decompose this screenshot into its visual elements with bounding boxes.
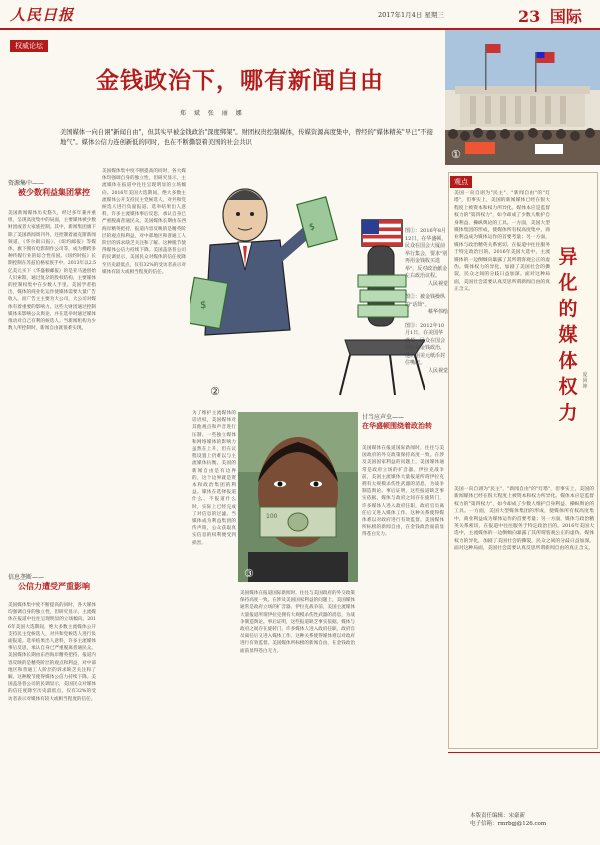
opinion-label bbox=[450, 176, 472, 188]
svg-text:②: ② bbox=[210, 385, 220, 398]
caption-2: 图②：被金钱操纵的"话筒"。 bbox=[405, 294, 446, 308]
opinion-label-text: 观点 bbox=[454, 178, 468, 186]
column-5-text: 美国媒体在报道国际新闻时，往往与美国政府的外交政策保持高度一致。在涉及美国国家利益的问题上，美国媒体通常是政府立场的扩音器。伊拉克战争前，美国主流媒体大量报道所谓伊拉克拥有大规模杀伤性武器的消息，为战争制造舆论。事后证明，这些报道缺乏事实依据。媒体与政府之间存在旋转门，许多媒体人进入政府任职，政府官员离任后又进入媒体工作。这种关系使得媒体难以对政府进行有效监督。美国媒体所标榜的新闻自由，在金钱政治面前显得苍白无力。 bbox=[362, 446, 444, 538]
opinion-title: 异化的媒体权力 bbox=[558, 246, 578, 424]
section2-label: 信息垄断—— bbox=[8, 574, 45, 581]
section1-heading bbox=[8, 178, 96, 198]
kicker-text: 权威论坛 bbox=[15, 42, 43, 50]
opinion-author: 庞 回 坤 bbox=[582, 372, 588, 390]
photo-captions bbox=[405, 228, 448, 375]
footer-editor: 本版责任编辑：宋豪新 bbox=[470, 813, 526, 819]
page-number-value: 23 bbox=[518, 7, 541, 26]
page-footer bbox=[470, 812, 546, 828]
column-1-text: 美国新闻媒体历史悠久，经过多年兼并重组，呈现高度集中的局面，主要媒体被少数财团或者大家族控制。其中，新闻集团旗下除了美国新闻周刊外，还控制着福克斯新闻频道、《华尔街日报》、《纽约邮报》等媒体，旗下拥有电影制作公司等，成为横跨多种传媒行业的综合性帝国。《纽约时报》长期控制在苏兹伯格家族手中。2013年以2.5亿美元买下《华盛顿邮报》的是亚马逊创始人贝索斯。通过复杂的股权结构，主要媒体的控制权集中在少数人手里。美国学者指出，媒体的商业化运作使媒体需要大量广告收入，而广告主主要为大公司，大公司对媒体有着重要的影响力。这些大财团通过控制媒体来影响公众舆论，并在选举时通过媒体推动对自己有利的候选人。当新闻机构为少数人所控制时，新闻自由就很难实现。 bbox=[8, 211, 96, 332]
column-1-lower-text: 美国媒体集中度不断提高的同时，各大媒体均强调自身的独立性，但研究显示，主流媒体在报道中往往呈现明显的立场倾向。2016年美国大选期间，绝大多数主流媒体公开支持民主党候选人，对共和党候选人进行负面报道。选举结果出人意料，许多主流媒体事后反思，承认自身已严重脱离普通民众。美国媒体长期由东西海岸精英把持，报道内容反映的是精英阶层的观点和利益，对中部地区和普通工人阶层的诉求缺乏关注和了解。这种脱节使得媒体公信力持续下降。美国盖洛普公司的民调显示，美国民众对媒体的信任度降至历史最低点，仅有32%的受访者表示对媒体有较大或相当程度的信任。 bbox=[8, 603, 96, 702]
column-3-text: 为了维护主流媒体的话语权，美国媒体对其他观点和声音进行压制。一些独立媒体和网络媒体的影响力虽然在上升，但在议程设置上仍难以与主流媒体抗衡。美国的新闻自由是有边界的，这个边界就是资本和政治集团的利益。媒体在选择报道什么、不报道什么时，实际上已经完成了对信息的过滤。当媒体成为利益集团的传声筒，公众获取真实信息的权利便受到损害。 bbox=[192, 411, 236, 546]
article-summary: 美国媒体一向自诩"新闻自由"，但其实早被金钱政治"深度绑架"。财团权贵控制媒体，传媒资源高度集中，曾经的"媒体精英"早已"不接地气"。媒体公信力连创新低的同时，也在不断撕裂着美国的社会共识 bbox=[60, 129, 433, 146]
caption-3: 图③：2012年10月1日，在美国华盛顿，民众在国会前抗议金钱政治，他们用美元纸币封住嘴巴。 bbox=[405, 322, 446, 366]
page-number bbox=[518, 4, 582, 27]
section3-subhead: 在华盛顿围绕着政治转 bbox=[362, 421, 432, 430]
kicker-label bbox=[10, 40, 48, 52]
capitol-protest-photo bbox=[445, 30, 600, 165]
money-microphone-cartoon bbox=[190, 170, 425, 405]
svg-text:$: $ bbox=[200, 300, 207, 311]
footer-rule bbox=[448, 752, 600, 753]
masthead bbox=[0, 0, 600, 30]
section1-label: 资源集中—— bbox=[8, 180, 45, 187]
caption-2-credit: 蔡华伟绘 bbox=[427, 309, 448, 315]
headline: 金钱政治下，哪有新闻自由 bbox=[96, 67, 384, 94]
section1-subhead: 被少数利益集团掌控 bbox=[18, 187, 90, 197]
caption-1: 图①：2016年8月12日，在华盛顿，民众在国会大厦前举行集会，要求"别再用金钱收买选举"，反对政治献金左右政治议程。 bbox=[405, 228, 448, 279]
section3-heading bbox=[362, 412, 444, 431]
caption-1-credit: 人民视觉 bbox=[427, 280, 448, 287]
column-2-text: 美国媒体集中度不断提高的同时，各大媒体均强调自身的独立性，但研究显示，主流媒体在报道中往往呈现明显的立场倾向。2016年美国大选期间，绝大多数主流媒体公开支持民主党候选人，对共和党候选人进行负面报道。选举结果出人意料，许多主流媒体事后反思，承认自身已严重脱离普通民众。美国媒体长期由东西海岸精英把持，报道内容反映的是精英阶层的观点和利益，对中部地区和普通工人阶层的诉求缺乏关注和了解。这种脱节使得媒体公信力持续下降。美国盖洛普公司的民调显示，美国民众对媒体的信任度降至历史最低点，仅有32%的受访者表示对媒体有较大或相当程度的信任。 bbox=[102, 169, 186, 275]
protester-photo bbox=[238, 412, 358, 582]
svg-text:$: $ bbox=[308, 221, 317, 234]
svg-text:①: ① bbox=[451, 148, 461, 161]
section3-label: 甘当应声虫—— bbox=[362, 414, 405, 421]
footer-email: 电子信箱：rmrbgj@126.com bbox=[470, 821, 547, 827]
opinion-text-lower: 美国一向自诩为"民主"、"新闻自由"的"灯塔"，但事实上，美国的新闻媒体已经在很大程度上被资本和权力所异化。媒体本应是监督权力的"第四权力"，如今却成了少数人维护自身利益、操纵舆论的工具。一方面，美国大型媒体集团的形成，使媒体所有权高度集中，商业利益成为媒体运作的首要考量；另一方面，媒体与政治精英关系密切，在报道中往往服务于特定政治目的。2016年美国大选中，主流媒体的一边倒倾向暴露了其所谓客观公正的虚伪。媒体权力的异化，加剧了美国社会的撕裂，民众之间的分歧日益加深。面对这种局面，美国社会需要认真反思所谓新闻自由的真正含义。 bbox=[454, 487, 594, 552]
byline: 郑 斌 张 丽 娜 bbox=[180, 110, 245, 117]
svg-text:③: ③ bbox=[244, 567, 254, 580]
section2-subhead: 公信力遭受严重影响 bbox=[18, 581, 90, 591]
column-4-text: 美国媒体在报道国际新闻时，往往与美国政府的外交政策保持高度一致。在涉及美国国家利益的问题上，美国媒体通常是政府立场的扩音器。伊拉克战争前，美国主流媒体大量报道所谓伊拉克拥有大规模杀伤性武器的消息，为战争制造舆论。事后证明，这些报道缺乏事实依据。媒体与政府之间存在旋转门，许多媒体人进入政府任职，政府官员离任后又进入媒体工作。这种关系使得媒体难以对政府进行有效监督。美国媒体所标榜的新闻自由，在金钱政治面前显得苍白无力。 bbox=[240, 591, 355, 654]
caption-3-credit: 人民视觉 bbox=[427, 367, 448, 374]
svg-text:100: 100 bbox=[266, 513, 278, 520]
newspaper-logo: 人民日报 bbox=[10, 6, 75, 24]
section2-heading bbox=[8, 572, 96, 592]
opinion-text-upper: 美国一向自诩为"民主"、"新闻自由"的"灯塔"，但事实上，美国的新闻媒体已经在很大程度上被资本和权力所异化。媒体本应是监督权力的"第四权力"，如今却成了少数人维护自身利益、操纵舆论的工具。一方面，美国大型媒体集团的形成，使媒体所有权高度集中，商业利益成为媒体运作的首要考量；另一方面，媒体与政治精英关系密切，在报道中往往服务于特定政治目的。2016年美国大选中，主流媒体的一边倒倾向暴露了其所谓客观公正的虚伪。媒体权力的异化，加剧了美国社会的撕裂，民众之间的分歧日益加深。面对这种局面，美国社会需要认真反思所谓新闻自由的真正含义。 bbox=[454, 191, 550, 293]
page-section: 国际 bbox=[549, 7, 582, 26]
issue-date: 2017年1月4日 星期三 bbox=[378, 11, 444, 19]
